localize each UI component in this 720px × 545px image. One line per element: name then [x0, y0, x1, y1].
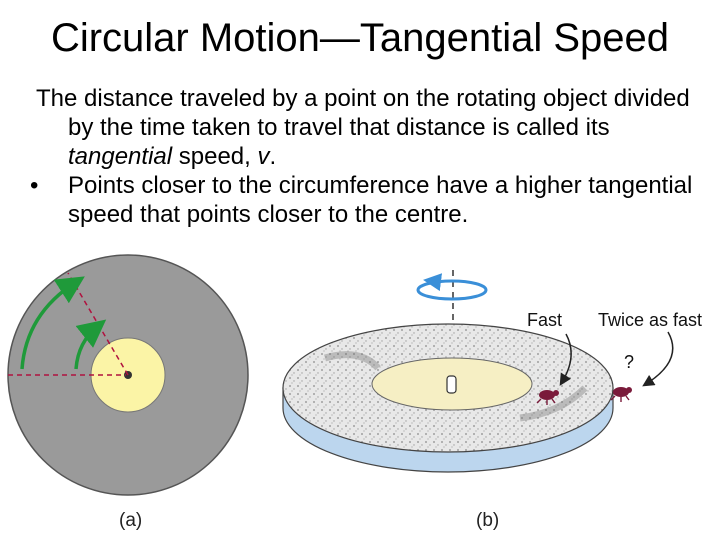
bullet-text: Points closer to the circumference have a higher tangential speed that points closer to the centre. [68, 172, 693, 228]
bullet-marker: • [30, 172, 39, 199]
rotation-indicator [418, 281, 486, 299]
twice-fast-pointer-arrow [646, 332, 673, 384]
turntable-diagram-b [283, 270, 673, 472]
definition-mid: speed, [172, 143, 258, 170]
label-twice-as-fast: Twice as fast [598, 310, 703, 330]
rotation-indicator-arrow [432, 281, 440, 282]
caption-b: (b) [476, 510, 500, 531]
bug-twice-as-fast [611, 387, 632, 402]
definition-lead: The distance traveled by a point on the rotating object divided by the time taken to travel that distance is called its [36, 85, 690, 141]
slide-title: Circular Motion—Tangential Speed [50, 16, 670, 60]
definition-end: . [269, 143, 277, 170]
caption-a: (a) [119, 510, 143, 531]
figure [0, 248, 720, 540]
slide-body [30, 84, 716, 229]
disk-diagram-a [8, 255, 248, 495]
definition-paragraph [36, 84, 716, 171]
label-question-mark: ? [624, 352, 635, 372]
spindle [447, 376, 456, 393]
figure-graphic [0, 248, 720, 540]
definition-emphasis: tangential [68, 143, 173, 170]
label-fast: Fast [527, 310, 563, 330]
definition-variable: v [257, 143, 270, 170]
bullet-item [30, 171, 716, 229]
